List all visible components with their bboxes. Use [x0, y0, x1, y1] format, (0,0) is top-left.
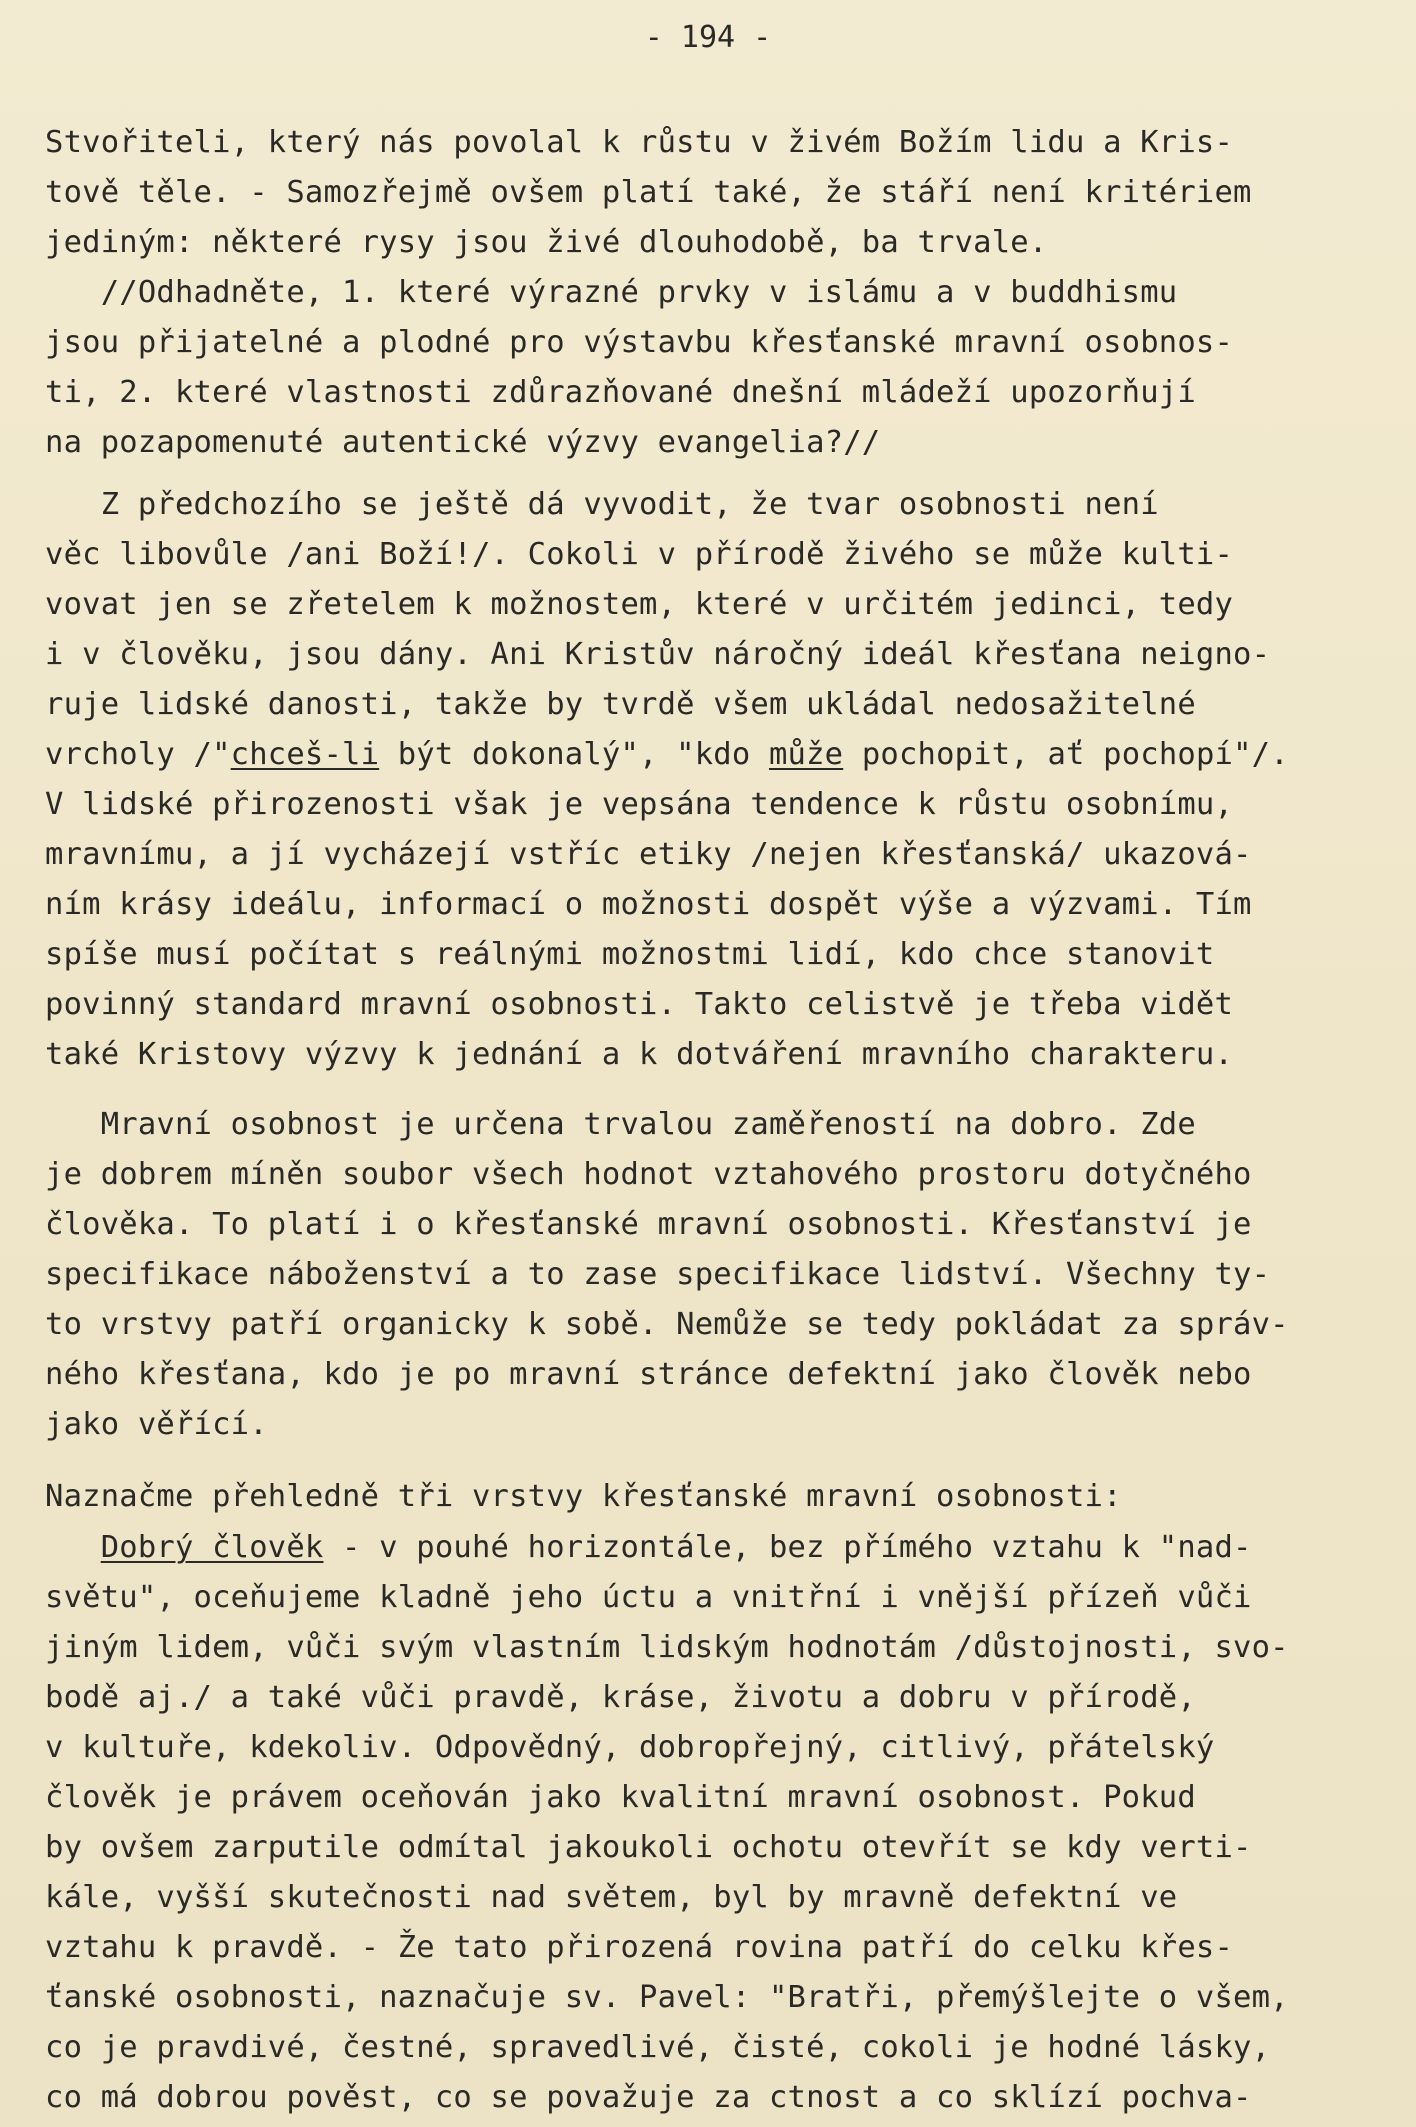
text-line: světu", oceňujeme kladně jeho úctu a vnitřní i vnější přízeň vůči [45, 1580, 1252, 1615]
text-line: povinný standard mravní osobnosti. Takto celistvě je třeba vidět [45, 987, 1234, 1022]
text-line: ného křesťana, kdo je po mravní stránce defektní jako člověk nebo [45, 1357, 1252, 1392]
text-line: mravnímu, a jí vycházejí vstříc etiky /nejen křesťanská/ ukazová- [45, 837, 1252, 872]
text-line: bodě aj./ a také vůči pravdě, kráse, životu a dobru v přírodě, [45, 1680, 1196, 1715]
text-line: //Odhadněte, 1. které výrazné prvky v islámu a v buddhismu [45, 275, 1178, 310]
text-line: by ovšem zarputile odmítal jakoukoli ochotu otevřít se kdy verti- [45, 1830, 1252, 1865]
text-line: v kultuře, kdekoliv. Odpovědný, dobropřejný, citlivý, přátelský [45, 1730, 1215, 1765]
text-line: ním krásy ideálu, informací o možnosti dospět výše a výzvami. Tím [45, 887, 1252, 922]
text-line: Z předchozího se ještě dá vyvodit, že tvar osobnosti není [45, 487, 1159, 522]
text-line: i v člověku, jsou dány. Ani Kristův náročný ideál křesťana neigno- [45, 637, 1271, 672]
text-line: spíše musí počítat s reálnými možnostmi lidí, kdo chce stanovit [45, 937, 1215, 972]
text-line: také Kristovy výzvy k jednání a k dotváření mravního charakteru. [45, 1037, 1234, 1072]
text-line: Mravní osobnost je určena trvalou zaměřeností na dobro. Zde [45, 1107, 1196, 1142]
text-line: ruje lidské danosti, takže by tvrdě všem ukládal nedosažitelné [45, 687, 1196, 722]
text-line: je dobrem míněn soubor všech hodnot vztahového prostoru dotyčného [45, 1157, 1252, 1192]
text-line: tově těle. - Samozřejmě ovšem platí také, že stáří není kritériem [45, 175, 1252, 210]
text-line: jako věřící. [45, 1407, 268, 1442]
text-line: člověka. To platí i o křesťanské mravní osobnosti. Křesťanství je [45, 1207, 1252, 1242]
page-number: - 194 - [644, 20, 772, 55]
text-line: na pozapomenuté autentické výzvy evangelia?// [45, 425, 881, 460]
text-line: to vrstvy patří organicky k sobě. Nemůže se tedy pokládat za správ- [45, 1307, 1289, 1342]
text-line: kále, vyšší skutečnosti nad světem, byl by mravně defektní ve [45, 1880, 1178, 1915]
text-line: V lidské přirozenosti však je vepsána tendence k růstu osobnímu, [45, 787, 1234, 822]
text-line: člověk je právem oceňován jako kvalitní mravní osobnost. Pokud [45, 1780, 1196, 1815]
text-line: jsou přijatelné a plodné pro výstavbu křesťanské mravní osobnos- [45, 325, 1234, 360]
text-line: vztahu k pravdě. - Že tato přirozená rovina patří do celku křes- [45, 1930, 1234, 1965]
text-line: jiným lidem, vůči svým vlastním lidským hodnotám /důstojnosti, svo- [45, 1630, 1289, 1665]
text-line: ťanské osobnosti, naznačuje sv. Pavel: "Bratři, přemýšlejte o všem, [45, 1980, 1289, 2015]
text-line: věc libovůle /ani Boží!/. Cokoli v přírodě živého se může kulti- [45, 537, 1234, 572]
text-line: Naznačme přehledně tři vrstvy křesťanské mravní osobnosti: [45, 1479, 1122, 1514]
text-line: specifikace náboženství a to zase specifikace lidství. Všechny ty- [45, 1257, 1271, 1292]
text-line: Stvořiteli, který nás povolal k růstu v živém Božím lidu a Kris- [45, 125, 1234, 160]
text-line: co má dobrou pověst, co se považuje za ctnost a co sklízí pochva- [45, 2080, 1252, 2115]
text-line: vrcholy /"chceš-li být dokonalý", "kdo může pochopit, ať pochopí"/. [45, 737, 1289, 772]
text-line: co je pravdivé, čestné, spravedlivé, čisté, cokoli je hodné lásky, [45, 2030, 1271, 2065]
text-line: jediným: některé rysy jsou živé dlouhodobě, ba trvale. [45, 225, 1048, 260]
text-line: Dobrý člověk - v pouhé horizontále, bez přímého vztahu k "nad- [100, 1530, 1252, 1565]
text-line: vovat jen se zřetelem k možnostem, které v určitém jedinci, tedy [45, 587, 1234, 622]
text-line: ti, 2. které vlastnosti zdůrazňované dnešní mládeží upozorňují [45, 375, 1196, 410]
